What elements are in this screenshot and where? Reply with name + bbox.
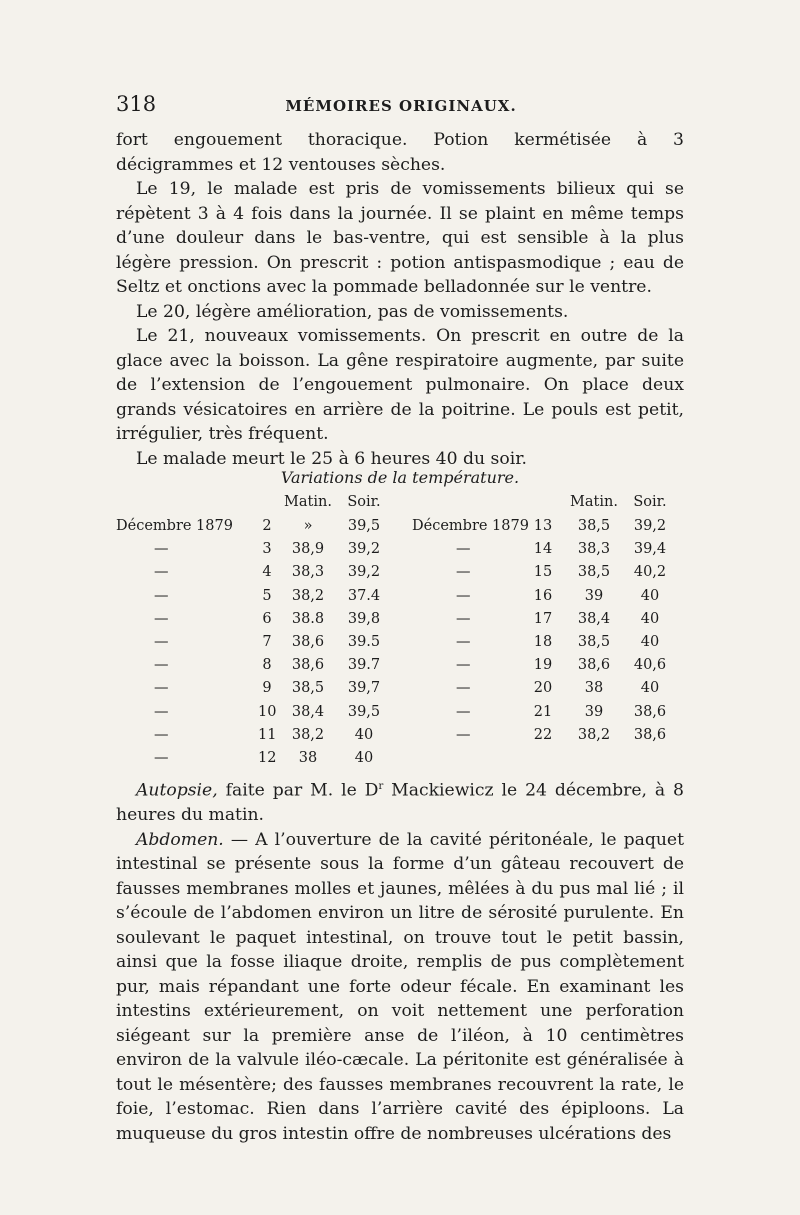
table-row [116,541,686,563]
day-cell: 21 [533,703,553,720]
soir-cell: 40,6 [633,657,667,674]
matin-cell: 38,6 [577,657,611,674]
matin-cell: 38,3 [291,564,325,581]
day-cell: 16 [533,587,553,604]
column-header-matin-right: Matin. [570,494,618,510]
abdomen-paragraph [116,828,684,1147]
ditto-dash: — [154,541,169,558]
day-cell: 20 [533,680,553,697]
day-cell: 2 [262,518,272,534]
soir-cell: 39,8 [347,610,381,627]
day-cell: 12 [258,750,277,766]
day-cell: 6 [262,610,272,627]
soir-cell: 40 [640,587,660,604]
table-row [116,611,686,633]
soir-cell: 39,2 [347,564,381,581]
month-label: Décembre 1879 [116,518,233,534]
day-cell: 11 [258,726,277,743]
page-header [116,92,686,122]
table-row [116,564,686,586]
soir-cell: 39.5 [347,634,381,650]
table-row [116,634,686,656]
paragraph: Le malade meurt le 25 à 6 heures 40 du soir. [136,448,527,469]
autopsie-superscript: r [378,781,384,792]
running-title: MÉMOIRES ORIGINAUX. [285,97,517,115]
day-cell: 10 [258,703,277,720]
soir-cell: 39,4 [633,541,667,558]
ditto-dash: — [154,610,169,627]
matin-cell: 38,9 [291,541,325,558]
column-header-soir-right: Soir. [633,494,667,510]
ditto-dash: — [456,634,471,650]
soir-cell: 39.7 [347,657,381,674]
soir-cell: 39,7 [347,680,381,697]
day-cell: 4 [262,564,272,581]
table-row [116,727,686,749]
column-header-soir: Soir. [347,494,381,510]
paragraph: fort engouement thoracique. Potion kermétisée à 3 décigrammes et 12 ventouses sèches. [116,130,684,175]
ditto-dash: — [154,726,169,743]
paragraph: Le 21, nouveaux vomissements. On prescrit en outre de la glace avec la boisson. La gêne respiratoire augmente, par suite de l’extension de l’engouement pulmonaire. On place deux grands vésicatoires en arrière de la poitrine. Le pouls est petit, irrégulier, très fréquent. [116,326,684,444]
table-row [116,588,686,610]
day-cell: 5 [262,587,272,604]
ditto-dash: — [154,750,169,766]
day-cell: 17 [533,610,553,627]
matin-cell: 38 [584,680,604,697]
ditto-dash: — [456,610,471,627]
day-cell: 13 [533,518,553,534]
matin-cell: 38,2 [291,587,325,604]
matin-cell: 38,5 [577,564,611,581]
day-cell: 18 [533,634,553,650]
autopsie-lead: Autopsie, [136,780,218,801]
day-cell: 3 [262,541,272,558]
day-cell: 8 [262,657,272,674]
table-row [116,518,686,540]
text-block-bottom [116,775,684,1146]
soir-cell: 39,2 [633,518,667,534]
soir-cell: 39,5 [347,703,381,720]
soir-cell: 40 [354,726,374,743]
table-row [116,657,686,679]
temperature-table [116,494,686,764]
ditto-dash: — [456,680,471,697]
paragraph: Le 20, légère amélioration, pas de vomissements. [136,301,569,322]
ditto-dash: — [456,726,471,743]
soir-cell: 39,5 [347,518,381,534]
matin-cell: 38,4 [577,610,611,627]
day-cell: 22 [533,726,553,743]
page-number: 318 [116,92,157,116]
ditto-dash: — [154,634,169,650]
soir-cell: 38,6 [633,726,667,743]
month-label: Décembre 1879 [412,518,529,534]
abdomen-text: — A l’ouverture de la cavité péritonéale, le paquet intestinal se présente sous la forme d’un gâteau recouvert de fausses membranes molles et jaunes, mêlées à du pus mal lié ; il s’écoule de l’abdomen environ un litre de sérosité purulente. En soulevant le paquet intestinal, on trouve tout le petit bassin, ainsi que la fosse iliaque droite, remplis de pus complètement pur, mais répandant une forte odeur fécale. En examinant les intestins extérieurement, on voit nettement une perforation siégeant sur la première anse de l’iléon, à 10 centimètres environ de la valvule iléo-cæcale. La péritonite est généralisée à tout le mésentère; des fausses membranes recouvrent la rate, le foie, l’estomac. Rien dans l’arrière cavité des épiploons. La muqueuse du gros intestin offre de nombreuses ulcérations des [116,829,684,1144]
autopsie-paragraph [116,775,684,828]
matin-cell: 38,5 [577,518,611,534]
matin-cell: 38,2 [577,726,611,743]
matin-cell: 38.8 [291,610,325,627]
ditto-dash: — [154,657,169,674]
soir-cell: 39,2 [347,541,381,558]
ditto-dash: — [456,564,471,581]
day-cell: 14 [533,541,553,558]
day-cell: 19 [533,657,553,674]
table-row [116,680,686,702]
day-cell: 9 [262,680,272,697]
matin-cell: 38,5 [577,634,611,650]
table-row [116,704,686,726]
day-cell: 7 [262,634,272,650]
autopsie-text-b: Mackiewicz le 24 décembre, à 8 heures du matin. [116,780,684,826]
matin-cell: 38,4 [291,703,325,720]
soir-cell: 40 [640,610,660,627]
text-block-top [116,128,684,471]
ditto-dash: — [154,680,169,697]
soir-cell: 40 [354,750,374,766]
column-header-matin: Matin. [284,494,332,510]
matin-cell: 38,3 [577,541,611,558]
soir-cell: 38,6 [633,703,667,720]
matin-cell: 38,6 [291,657,325,674]
table-title: Variations de la température. [280,468,520,487]
ditto-dash: — [154,587,169,604]
abdomen-lead: Abdomen. [136,829,224,850]
soir-cell: 40,2 [633,564,667,581]
ditto-dash: — [154,564,169,581]
table-row [116,750,686,772]
autopsie-text-a: faite par M. le D [217,780,379,801]
soir-cell: 37.4 [347,587,381,604]
matin-cell: 38 [298,750,318,766]
matin-cell: 38,5 [291,680,325,697]
ditto-dash: — [456,657,471,674]
matin-cell: 39 [584,703,604,720]
ditto-dash: — [456,703,471,720]
ditto-dash: — [456,587,471,604]
soir-cell: 40 [640,634,660,650]
ditto-dash: — [154,703,169,720]
paragraph: Le 19, le malade est pris de vomissements bilieux qui se répètent 3 à 4 fois dans la journée. Il se plaint en même temps d’une douleur dans le bas-ventre, qui est sensible à la plus légère pression. On prescrit : potion antispasmodique ; eau de Seltz et onctions avec la pommade belladonnée sur le ventre. [116,179,684,297]
ditto-dash: — [456,541,471,558]
matin-cell: 38,6 [291,634,325,650]
matin-cell: » [303,518,313,534]
matin-cell: 38,2 [291,726,325,743]
day-cell: 15 [533,564,553,581]
soir-cell: 40 [640,680,660,697]
matin-cell: 39 [584,587,604,604]
